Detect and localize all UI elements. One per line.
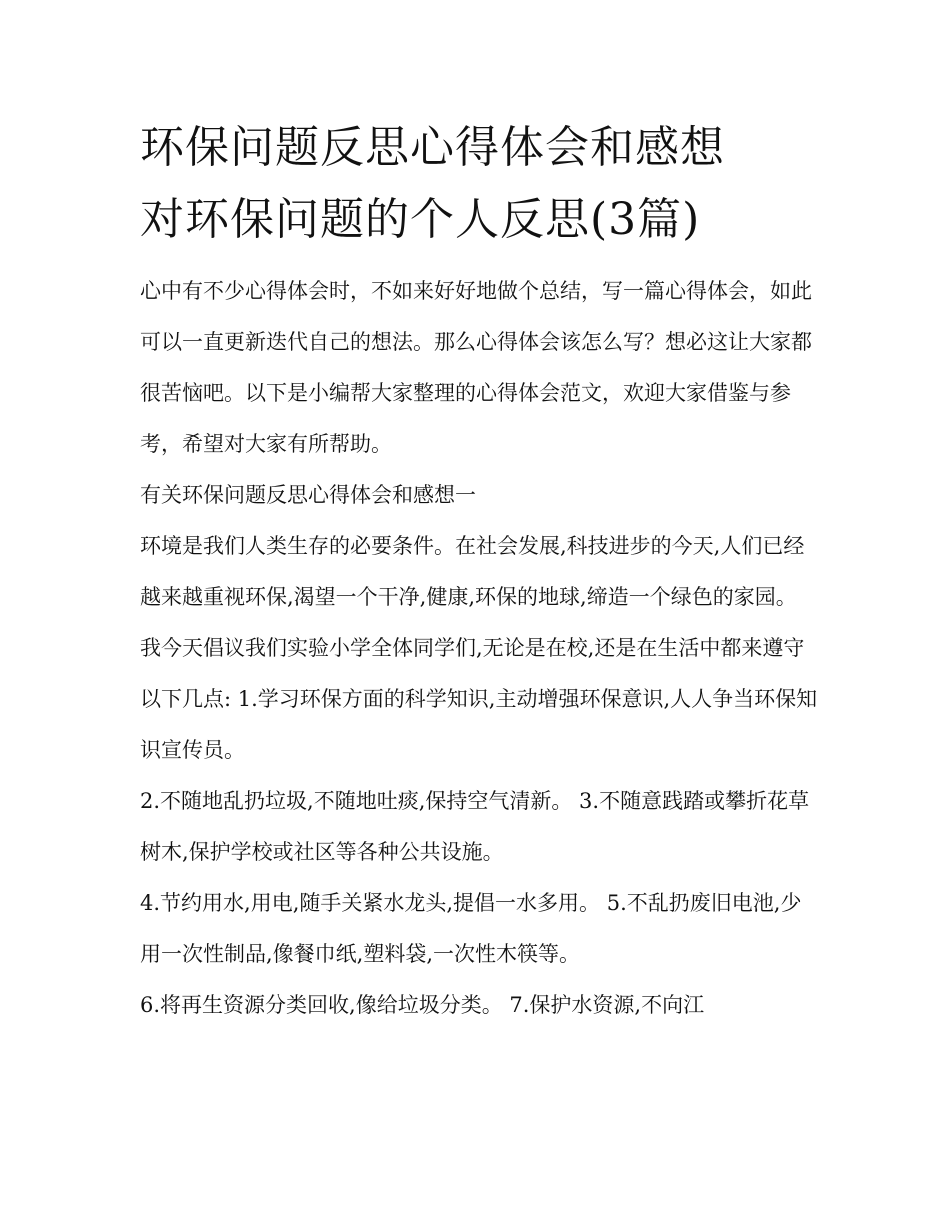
body-paragraph: 4.节约用水,用电,随手关紧水龙头,提倡一水多用。 5.不乱扔废旧电池,少用一次性制品,像餐巾纸,塑料袋,一次性木筷等。 bbox=[140, 891, 802, 966]
title-line-1: 环保问题反思心得体会和感想 bbox=[140, 122, 725, 173]
body-paragraph: 环境是我们人类生存的必要条件。在社会发展,科技进步的今天,人们已经越来越重视环保,渴望一个干净,健康,环保的地球,缔造一个绿色的家园。 bbox=[140, 534, 805, 609]
body-paragraph: 6.将再生资源分类回收,像给垃圾分类。 7.保护水资源,不向江 bbox=[140, 993, 705, 1017]
document-title bbox=[140, 112, 820, 256]
section-heading: 有关环保问题反思心得体会和感想一 bbox=[140, 483, 476, 507]
document-page bbox=[140, 112, 820, 1031]
title-line-2: 对环保问题的个人反思(3篇) bbox=[140, 194, 701, 245]
document-body bbox=[140, 266, 820, 1031]
body-paragraph: 我今天倡议我们实验小学全体同学们,无论是在校,还是在生活中都来遵守以下几点: 1.学习环保方面的科学知识,主动增强环保意识,人人争当环保知识宣传员。 bbox=[140, 636, 818, 762]
intro-paragraph: 心中有不少心得体会时，不如来好好地做个总结，写一篇心得体会，如此可以一直更新迭代自己的想法。那么心得体会该怎么写？想必这让大家都很苦恼吧。以下是小编帮大家整理的心得体会范文，欢迎大家借鉴与参考，希望对大家有所帮助。 bbox=[140, 279, 812, 456]
body-paragraph: 2.不随地乱扔垃圾,不随地吐痰,保持空气清新。 3.不随意践踏或攀折花草树木,保护学校或社区等各种公共设施。 bbox=[140, 789, 810, 864]
